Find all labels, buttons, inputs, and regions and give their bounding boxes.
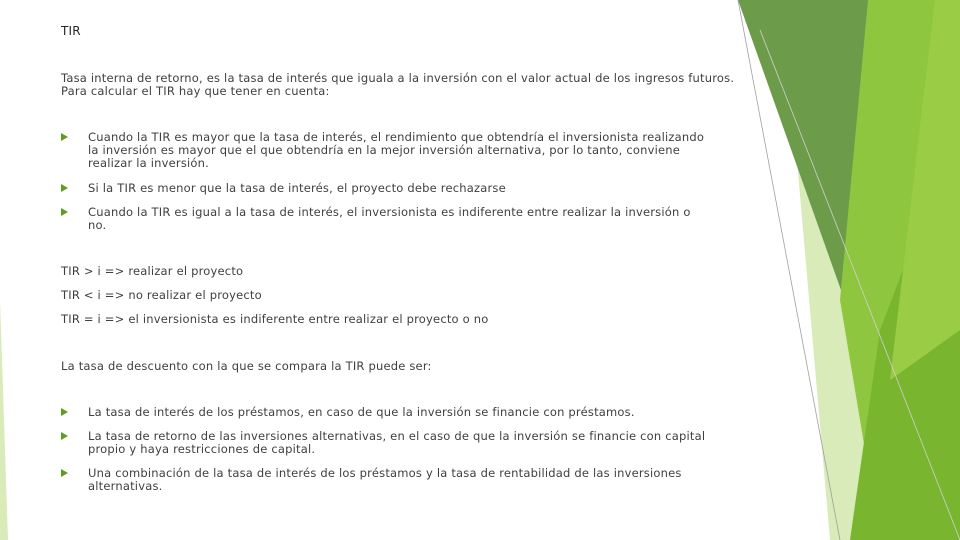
triangle-bullet-icon (61, 208, 68, 216)
discount-intro: La tasa de descuento con la que se compara la TIR puede ser: (61, 359, 432, 373)
triangle-bullet-icon (61, 469, 68, 477)
bullet-text: Cuando la TIR es igual a la tasa de interés, el inversionista es indiferente entre realizar la inversión o no. (88, 205, 691, 232)
triangle-bullet-icon (61, 133, 68, 141)
bullet-item (61, 406, 711, 419)
triangle-bullet-icon (61, 432, 68, 440)
bullet-item (61, 182, 711, 195)
bullet-text: La tasa de interés de los préstamos, en caso de que la inversión se financie con préstamos. (88, 405, 635, 419)
triangle-bullet-icon (61, 184, 68, 192)
bullet-item (61, 206, 711, 232)
rule-line: TIR > i => realizar el proyecto (61, 264, 244, 278)
rule-line: TIR < i => no realizar el proyecto (61, 288, 262, 302)
intro-paragraph: Tasa interna de retorno, es la tasa de interés que iguala a la inversión con el valor actual de los ingresos futuros. Para calcular el TIR hay que tener en cuenta: (61, 71, 735, 98)
bullet-item (61, 131, 711, 170)
triangle-bullet-icon (61, 408, 68, 416)
bullet-item (61, 467, 711, 493)
bullet-text: Cuando la TIR es mayor que la tasa de interés, el rendimiento que obtendría el inversionista realizando la inversión es mayor que el que obtendría en la mejor inversión alternativa, por lo tanto, conviene realizar la inversión. (88, 130, 705, 170)
slide-title: TIR (61, 24, 81, 38)
bullet-text: Una combinación de la tasa de interés de los préstamos y la tasa de rentabilidad de las inversiones alternativas. (88, 466, 682, 493)
bullet-text: La tasa de retorno de las inversiones alternativas, en el caso de que la inversión se financie con capital propio y haya restricciones de capital. (88, 429, 706, 456)
bullet-text: Si la TIR es menor que la tasa de interés, el proyecto debe rechazarse (88, 181, 506, 195)
rule-line: TIR = i => el inversionista es indiferente entre realizar el proyecto o no (61, 312, 489, 326)
bullet-item (61, 430, 711, 456)
